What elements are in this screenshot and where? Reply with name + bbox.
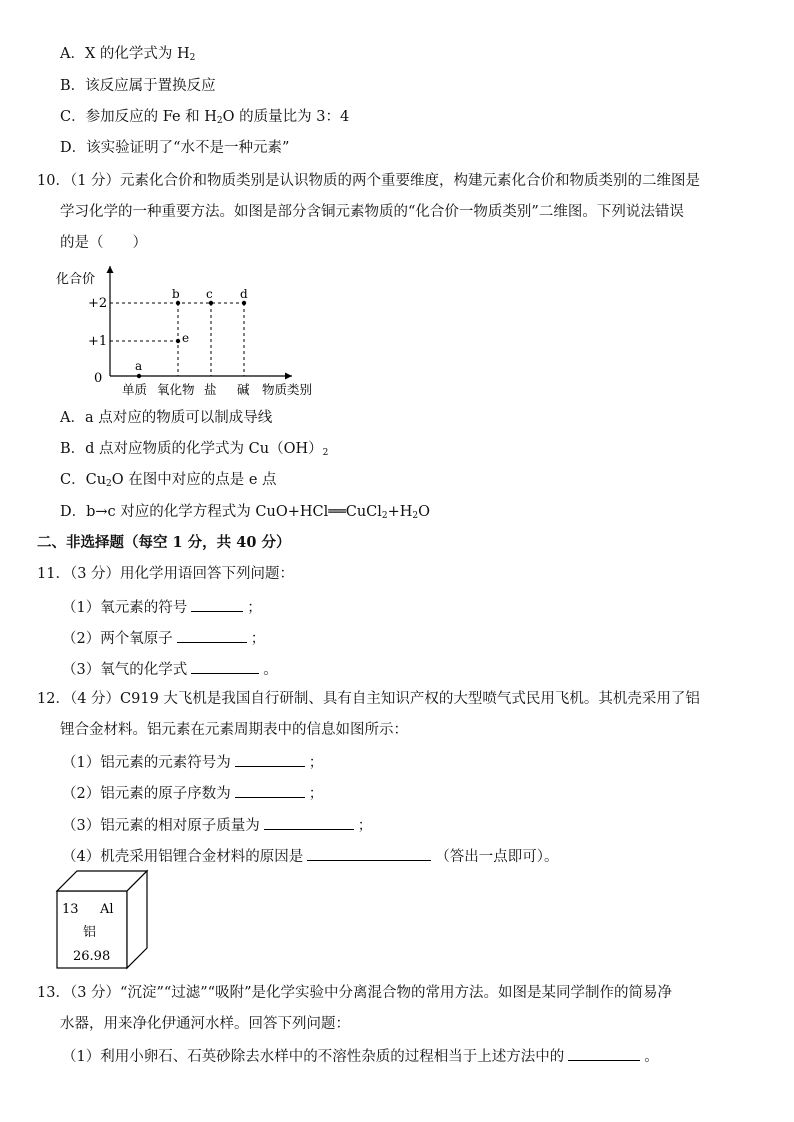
q10-stem-line3: 的是（ ）: [60, 235, 147, 251]
point-b: [176, 301, 180, 305]
q11-stem: 11．（3 分）用化学用语回答下列问题：: [37, 566, 295, 582]
q10-stem-line2: 学习化学的一种重要方法。如图是部分含铜元素物质的“化合价一物质类别”二维图。下列说法错误: [60, 204, 684, 220]
q12-item4: （4）机壳采用铝锂合金材料的原因是 （答出一点即可）。: [62, 845, 558, 867]
q10-stem-line1: 10．（1 分）元素化合价和物质类别是认识物质的两个重要维度，构建元素化合价和物质类别的二维图是: [37, 173, 701, 189]
y-tick-plus1: +1: [88, 334, 108, 349]
answer-blank[interactable]: [191, 596, 243, 612]
q10-option-b: B．d 点对应物质的化学式为 $Cu(OH)_2$: [60, 441, 329, 458]
label-d: d: [240, 287, 248, 301]
point-e: [176, 339, 180, 343]
q9-option-c: C．参加反应的 Fe 和 $H_2O$ 的质量比为 3：4: [60, 109, 350, 126]
label-e: e: [182, 331, 190, 345]
valence-category-diagram: [54, 258, 354, 400]
q9-option-a: A．X 的化学式为 $H_2$: [60, 46, 196, 63]
q13-item1: （1）利用小卵石、石英砂除去水样中的不溶性杂质的过程相当于上述方法中的 。: [62, 1045, 659, 1067]
answer-blank[interactable]: [568, 1045, 640, 1061]
q12-stem-line1: 12．（4 分）C919 大飞机是我国自行研制、具有自主知识产权的大型喷气式民用飞机。其机壳采用了铝: [37, 691, 700, 707]
x-cat-base: 碱: [237, 382, 250, 397]
section-heading: 二、非选择题（每空 1 分，共 40 分）: [37, 534, 291, 551]
point-a: [137, 374, 141, 378]
y-axis-label: 化合价: [56, 272, 96, 287]
q12-item3: （3）铝元素的相对原子质量为 ；: [62, 814, 372, 836]
point-c: [209, 301, 213, 305]
answer-blank[interactable]: [235, 782, 305, 798]
label-a: a: [135, 359, 143, 373]
q11-item3: （3）氧气的化学式 。: [62, 658, 278, 680]
y-tick-zero: 0: [94, 371, 103, 386]
q10-option-d: D．b→c 对应的化学方程式为 $CuO+HCl══CuCl_2+H_2O$: [60, 504, 431, 521]
q12-item1: （1）铝元素的元素符号为 ；: [62, 751, 323, 773]
answer-blank[interactable]: [191, 658, 259, 674]
q11-item1: （1）氧元素的符号 ；: [62, 596, 262, 618]
answer-blank[interactable]: [264, 814, 354, 830]
answer-blank[interactable]: [307, 845, 431, 861]
y-tick-plus2: +2: [88, 296, 108, 311]
q9-option-b: B．该反应属于置换反应: [60, 78, 216, 94]
q13-stem-line2: 水器，用来净化伊通河水样。回答下列问题：: [60, 1016, 350, 1032]
element-number: 13: [62, 902, 79, 917]
aluminum-element-card: [52, 868, 152, 974]
x-cat-salt: 盐: [204, 382, 217, 397]
x-cat-elemental: 单质: [122, 382, 148, 397]
label-c: c: [206, 287, 213, 301]
x-axis-label: 物质类别: [262, 382, 313, 397]
q9-option-d: D．该实验证明了“水不是一种元素”: [60, 140, 290, 156]
element-name: 铝: [83, 925, 97, 940]
q11-item2: （2）两个氧原子 ；: [62, 627, 265, 649]
label-b: b: [172, 287, 180, 301]
q13-stem-line1: 13．（3 分）“沉淀”“过滤”“吸附”是化学实验中分离混合物的常用方法。如图是某同学制作的简易净: [37, 985, 673, 1001]
q12-item2: （2）铝元素的原子序数为 ；: [62, 782, 323, 804]
q12-stem-line2: 锂合金材料。铝元素在元素周期表中的信息如图所示：: [60, 722, 408, 738]
q10-option-a: A．a 点对应的物质可以制成导线: [60, 410, 273, 426]
q10-option-c: C．$Cu_2O$ 在图中对应的点是 e 点: [60, 472, 277, 489]
x-cat-oxide: 氧化物: [157, 382, 195, 397]
answer-blank[interactable]: [235, 751, 305, 767]
point-d: [242, 301, 246, 305]
answer-blank[interactable]: [177, 627, 247, 643]
element-mass: 26.98: [73, 949, 111, 964]
element-symbol: Al: [100, 902, 114, 917]
